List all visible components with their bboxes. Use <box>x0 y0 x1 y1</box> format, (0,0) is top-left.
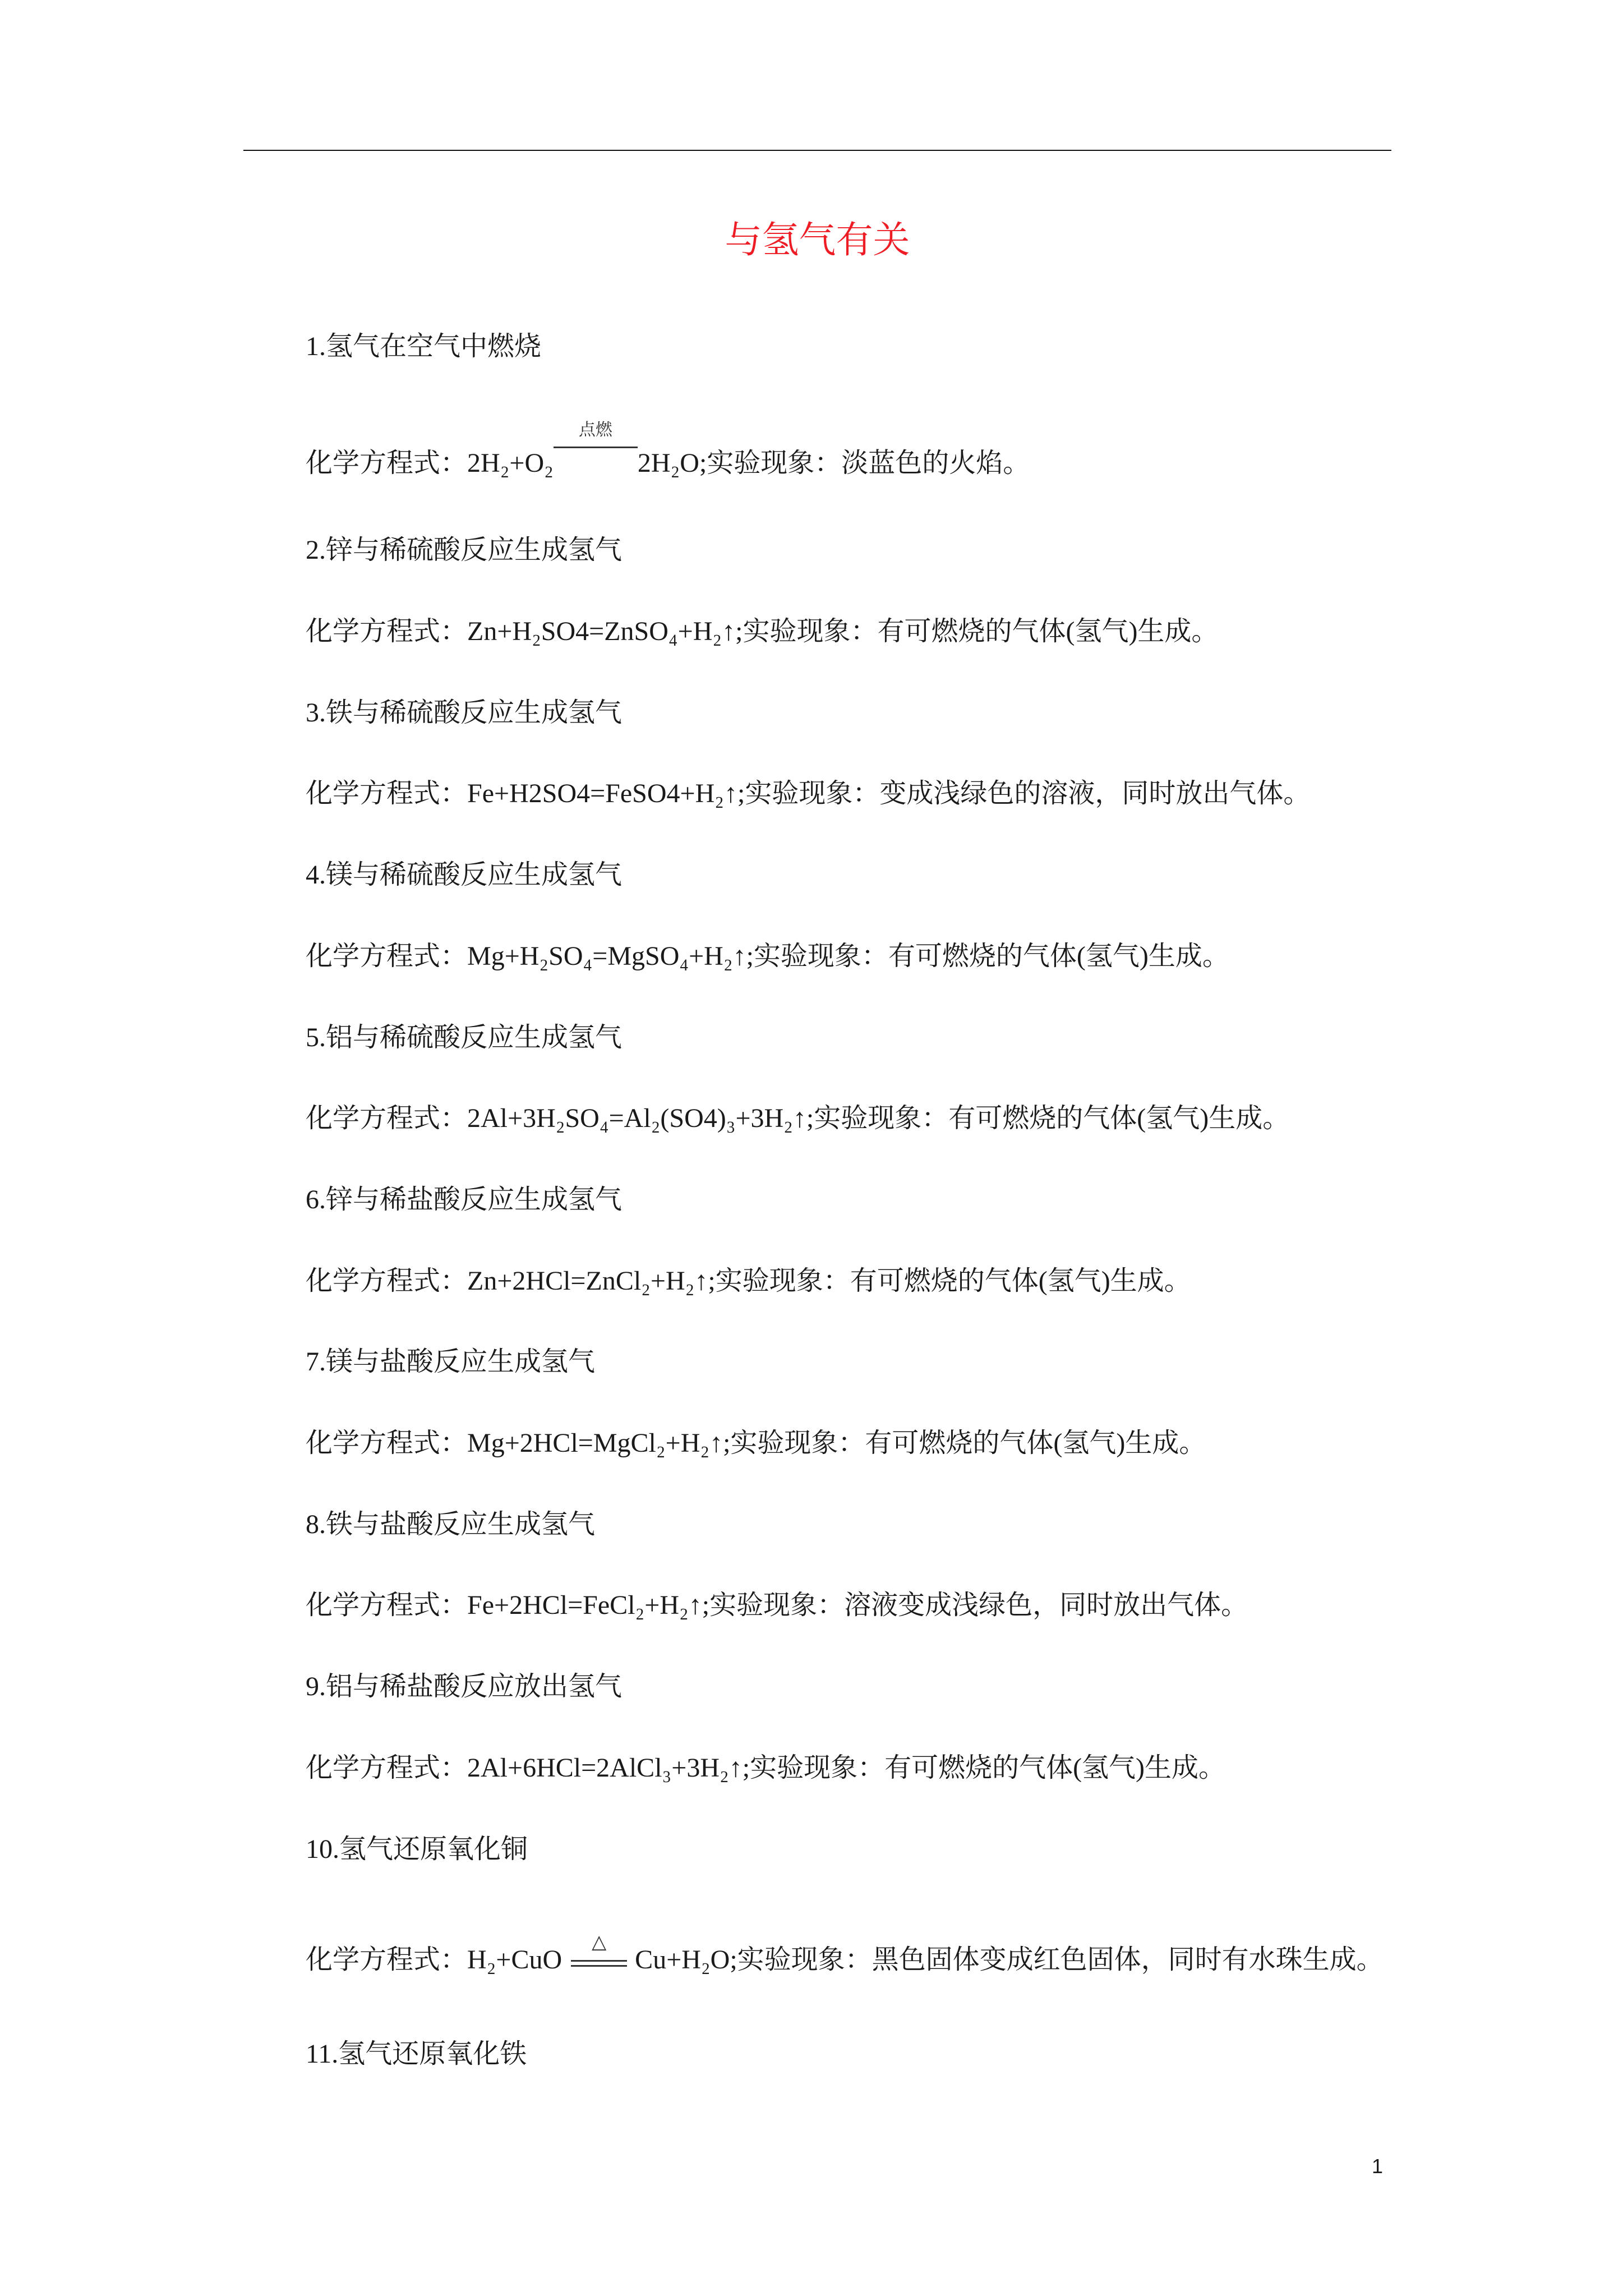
equation-text: Zn+H₂SO4=ZnSO₄+H₂↑;实验现象：有可燃烧的气体(氢气)生成。 <box>467 616 1219 646</box>
item-heading: 4.镁与稀硫酸反应生成氢气 <box>306 860 623 890</box>
condition-double-line <box>571 1960 627 1967</box>
equation-label: 化学方程式： <box>306 1590 468 1620</box>
item-heading: 8.铁与盐酸反应生成氢气 <box>306 1510 596 1539</box>
equation-text: Zn+2HCl=ZnCl₂+H₂↑;实验现象：有可燃烧的气体(氢气)生成。 <box>467 1266 1191 1296</box>
equation-reactants: H₂+CuO <box>467 1945 562 1975</box>
equation-line <box>306 1427 1206 1460</box>
item-heading: 9.铝与稀盐酸反应放出氢气 <box>306 1672 623 1701</box>
equation-label: 化学方程式： <box>306 1103 468 1133</box>
equation-text: Mg+2HCl=MgCl₂+H₂↑;实验现象：有可燃烧的气体(氢气)生成。 <box>467 1428 1206 1458</box>
equation-label: 化学方程式： <box>306 1428 468 1458</box>
equation-label: 化学方程式： <box>306 1753 468 1783</box>
page-number: 1 <box>1372 2155 1384 2178</box>
item-heading: 1.氢气在空气中燃烧 <box>306 332 542 361</box>
equation-line <box>306 1930 1384 1977</box>
equation-label: 化学方程式： <box>306 616 468 646</box>
equation-text: Mg+H₂SO₄=MgSO₄+H₂↑;实验现象：有可燃烧的气体(氢气)生成。 <box>467 941 1229 971</box>
equation-line <box>306 615 1218 648</box>
equation-rest: 2H₂O;实验现象：淡蓝色的火焰。 <box>637 448 1030 478</box>
equation-line <box>306 1589 1248 1622</box>
item-heading: 10.氢气还原氧化铜 <box>306 1834 528 1864</box>
equation-text: Fe+H2SO4=FeSO4+H₂↑;实验现象：变成浅绿色的溶液，同时放出气体。 <box>467 779 1311 808</box>
equation-label: 化学方程式： <box>306 779 468 808</box>
heat-triangle-icon: △ <box>592 1930 607 1953</box>
condition-line <box>554 447 638 448</box>
equation-line <box>306 1751 1225 1785</box>
equation-label: 化学方程式： <box>306 448 468 478</box>
equation-text: Fe+2HCl=FeCl₂+H₂↑;实验现象：溶液变成浅绿色，同时放出气体。 <box>467 1590 1248 1620</box>
equation-reactants: 2H₂+O₂ <box>467 448 554 478</box>
equation-line <box>306 777 1310 811</box>
equation-label: 化学方程式： <box>306 941 468 971</box>
equation-label: 化学方程式： <box>306 1945 468 1975</box>
equation-rest: Cu+H₂O;实验现象：黑色固体变成红色固体，同时有水珠生成。 <box>635 1945 1384 1975</box>
reaction-condition <box>554 420 638 479</box>
item-heading: 3.铁与稀硫酸反应生成氢气 <box>306 698 623 728</box>
equation-text: 2Al+3H₂SO₄=Al₂(SO4)₃+3H₂↑;实验现象：有可燃烧的气体(氢气)生成。 <box>467 1103 1290 1133</box>
equation-line <box>306 420 1030 480</box>
header-rule <box>243 150 1391 151</box>
item-heading: 11.氢气还原氧化铁 <box>306 2039 527 2069</box>
condition-text: 点燃 <box>578 420 612 440</box>
reaction-condition <box>571 1930 627 1976</box>
item-heading: 7.镁与盐酸反应生成氢气 <box>306 1347 596 1377</box>
equation-line <box>306 1102 1289 1135</box>
item-heading: 2.锌与稀硫酸反应生成氢气 <box>306 535 623 565</box>
item-heading: 5.铝与稀硫酸反应生成氢气 <box>306 1023 623 1052</box>
equation-line <box>306 1264 1191 1298</box>
item-heading: 6.锌与稀盐酸反应生成氢气 <box>306 1185 623 1214</box>
equation-label: 化学方程式： <box>306 1266 468 1296</box>
equation-text: 2Al+6HCl=2AlCl₃+3H₂↑;实验现象：有可燃烧的气体(氢气)生成。 <box>467 1753 1226 1783</box>
equation-line <box>306 940 1229 973</box>
page-title: 与氢气有关 <box>725 220 910 261</box>
